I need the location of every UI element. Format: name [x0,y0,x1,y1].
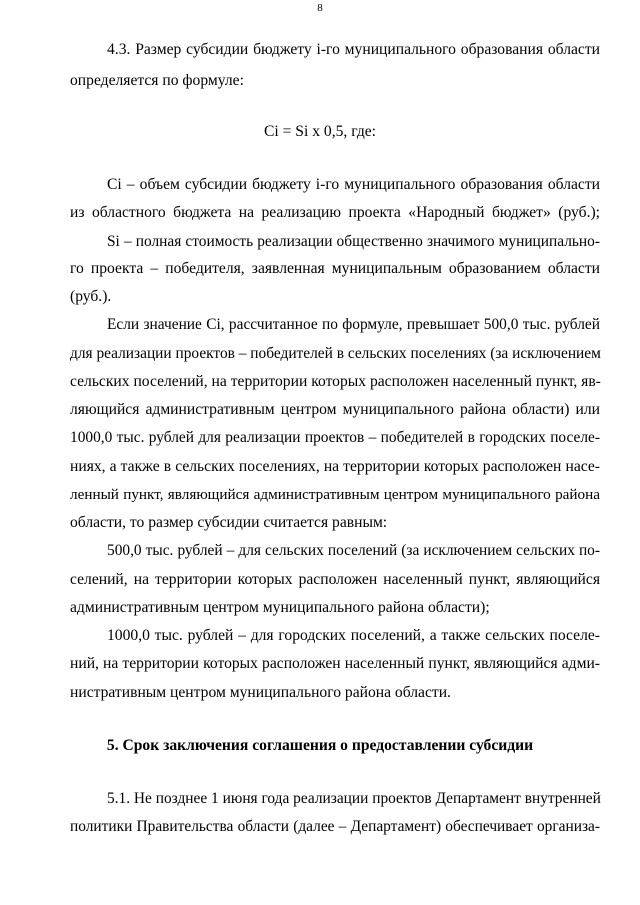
condition-paragraph-line: ниях, а также в сельских поселениях, на территории которых расположен насе- [70,458,600,475]
condition-paragraph-line: Если значение Ci, рассчитанное по формуле, превышает 500,0 тыс. рублей [107,316,600,333]
definition-si-line: Si – полная стоимость реализации общественно значимого муниципально- [107,233,600,250]
definition-ci-line: Ci – объем субсидии бюджету i-го муниципального образования области [107,176,600,193]
rural-amount-line: селений, на территории которых расположен населенный пункт, являющийся [70,571,600,588]
rural-amount-line: 500,0 тыс. рублей – для сельских поселений (за исключением сельских по- [107,542,600,559]
urban-amount-line: 1000,0 тыс. рублей – для городских поселений, а также сельских поселе- [107,627,600,644]
paragraph-4-3-line: 4.3. Размер субсидии бюджету i-го муниципального образования области [107,41,600,58]
paragraph-5-1-line: 5.1. Не позднее 1 июня года реализации проектов Департамент внутренней [107,790,601,807]
condition-paragraph-line: ленный пункт, являющийся административным центром муниципального района [70,486,600,503]
condition-paragraph-line: для реализации проектов – победителей в сельских поселениях (за исключением [70,345,601,362]
urban-amount-line: ний, на территории которых расположен населенный пункт, являющийся адми- [70,655,600,672]
definition-ci-line: из областного бюджета на реализацию проекта «Народный бюджет» (руб.); [70,204,600,221]
condition-paragraph-line: сельских поселений, на территории которых расположен населенный пункт, яв- [70,373,601,390]
page-number: 8 [317,2,323,14]
definition-si-line: го проекта – победителя, заявленная муниципальным образованием области [70,260,600,277]
condition-paragraph-line: 1000,0 тыс. рублей для реализации проектов – победителей в городских поселе- [70,429,600,446]
section-5-heading: 5. Срок заключения соглашения о предоставлении субсидии [106,737,534,754]
condition-paragraph-line: ляющийся административным центром муниципального района области) или [70,401,600,418]
definition-si-line: (руб.). [70,288,112,305]
paragraph-5-1-line: политики Правительства области (далее – Департамент) обеспечивает организа- [70,818,600,835]
paragraph-4-3-line: определяется по формуле: [70,72,244,89]
rural-amount-line: административным центром муниципального района области); [70,599,490,616]
condition-paragraph-line: области, то размер субсидии считается равным: [70,514,388,531]
urban-amount-line: нистративным центром муниципального района области. [70,684,451,701]
formula: Ci = Si x 0,5, где: [263,123,377,140]
